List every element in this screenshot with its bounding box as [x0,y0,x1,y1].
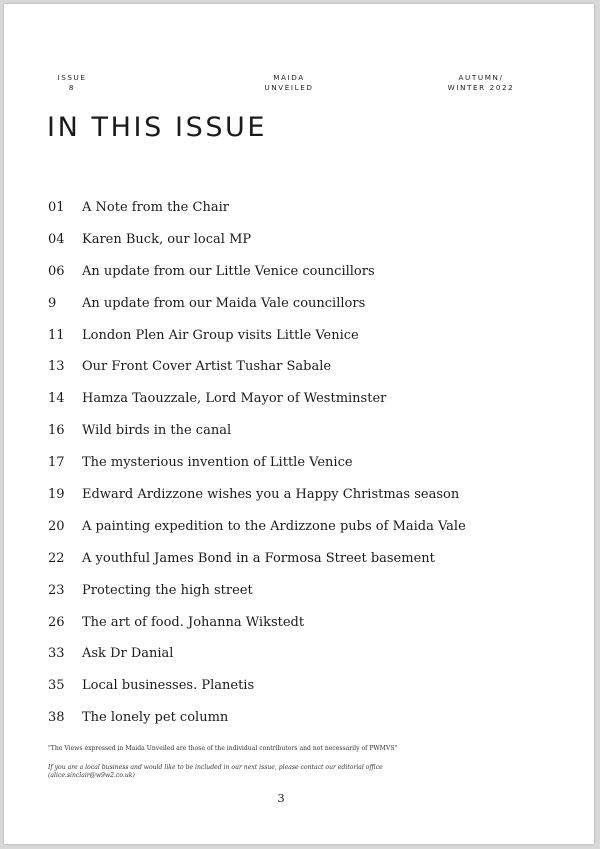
toc-entry [48,575,548,607]
toc-entry [48,638,548,670]
toc-page-number: 13 [48,359,65,375]
toc-entry [48,383,548,415]
toc-entry [48,415,548,447]
toc-entry [48,224,548,256]
toc-title: Local businesses. Planetis [82,678,255,694]
toc-title: The art of food. Johanna Wikstedt [82,614,305,630]
toc-page-number: 01 [48,200,65,215]
toc-page-number: 06 [48,263,65,279]
toc-page-number: 04 [48,231,65,247]
toc-entry [48,670,548,702]
toc-title: Edward Ardizzone wishes you a Happy Christmas season [82,487,460,503]
issue-label-text: ISSUE [57,73,87,82]
toc-title: Wild birds in the canal [82,423,232,439]
toc-page-number: 20 [48,518,65,534]
toc-title: A Note from the Chair [82,200,229,215]
toc-page-number: 11 [48,327,65,343]
toc-page-number: 35 [48,678,65,694]
page-number: 3 [277,791,285,805]
publication-title-line1: MAIDA [273,73,305,82]
magazine-page [4,4,594,844]
toc-title: The lonely pet column [82,710,229,726]
toc-page-number: 19 [48,487,65,503]
toc-title: Karen Buck, our local MP [82,231,252,247]
business-note [48,764,518,780]
toc-page-number: 9 [48,295,57,311]
toc-page-number: 16 [48,423,65,439]
toc-entry [48,351,548,383]
toc-title: London Plen Air Group visits Little Venice [82,327,359,343]
contact-email: (alice.sinclair@w9w2.co.uk) [48,772,135,779]
toc-entry [48,192,548,224]
publication-title [256,73,322,93]
toc-title: An update from our Maida Vale councillors [82,295,366,311]
toc-title: Hamza Taouzzale, Lord Mayor of Westminster [82,391,387,407]
toc-page-number: 14 [48,391,65,407]
toc-entry [48,511,548,543]
toc-title: A youthful James Bond in a Formosa Street basement [82,550,435,566]
toc-entry [48,288,548,320]
toc-page-number: 17 [48,455,65,471]
toc-entry [48,320,548,352]
issue-number: 8 [68,83,76,92]
issue-label [52,73,92,93]
season-line2: WINTER 2022 [447,83,515,92]
toc-entry [48,256,548,288]
toc-entry [48,543,548,575]
toc-page-number: 33 [48,646,65,662]
publication-title-line2: UNVEILED [264,83,314,92]
toc-page-number: 23 [48,582,65,598]
toc-title: A painting expedition to the Ardizzone pubs of Maida Vale [82,518,466,534]
page-title: IN THIS ISSUE [47,112,268,143]
toc-title: An update from our Little Venice councillors [82,263,375,279]
toc-entry [48,607,548,639]
toc-entry [48,702,548,734]
season-line1: AUTUMN/ [458,73,504,82]
toc-title: Protecting the high street [82,582,253,598]
toc-title: Ask Dr Danial [82,646,174,662]
toc-title: Our Front Cover Artist Tushar Sabale [82,359,332,375]
table-of-contents [48,192,548,734]
disclaimer: "The Views expressed in Maida Unveiled are those of the individual contributors and not necessarily of PWMVS" [48,745,398,752]
toc-entry [48,479,548,511]
toc-entry [48,447,548,479]
toc-page-number: 22 [48,550,65,566]
toc-title: The mysterious invention of Little Venice [82,455,353,471]
business-note-text: If you are a local business and would like to be included in our next issue, please contact our editorial office [48,764,383,771]
toc-page-number: 26 [48,614,65,630]
toc-page-number: 38 [48,710,65,726]
season-label [436,73,526,93]
